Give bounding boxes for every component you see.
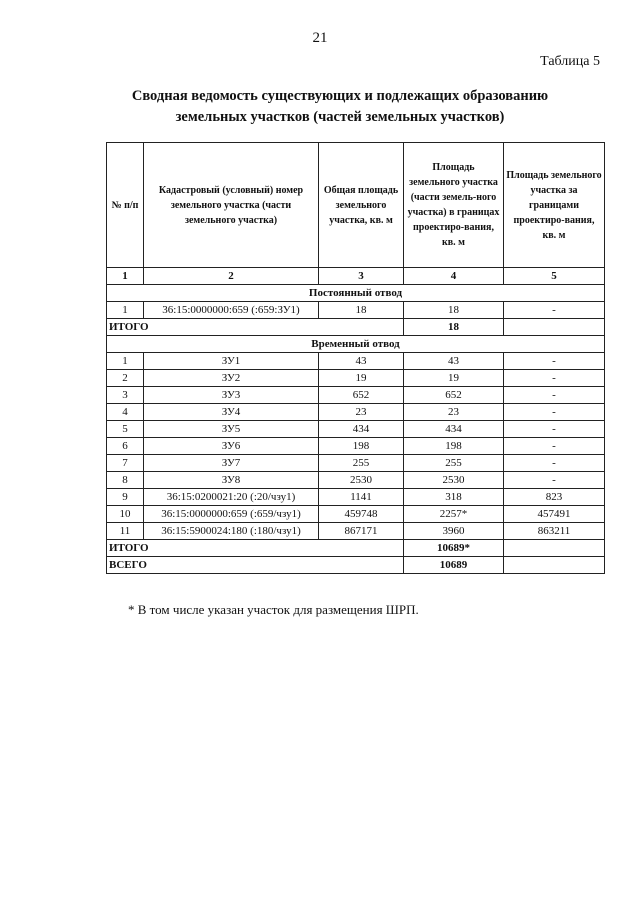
section-row-temporary — [107, 336, 605, 353]
header-total-area: Общая площадь земельного участка, кв. м — [319, 143, 404, 268]
table-row — [107, 370, 605, 387]
table-row — [107, 387, 605, 404]
table-row — [107, 353, 605, 370]
header-area-inside: Площадь земельного участка (части земель-ного участка) в границах проектиро-вания, кв. м — [404, 143, 504, 268]
cell-number: 1 — [107, 353, 144, 370]
cell-area-outside: - — [504, 353, 605, 370]
grand-total-label: ВСЕГО — [107, 557, 404, 574]
cell-cadastral: 36:15:0000000:659 (:659/чзу1) — [144, 506, 319, 523]
cell-area-outside: - — [504, 472, 605, 489]
grand-total-empty — [504, 557, 605, 574]
cell-total-area: 198 — [319, 438, 404, 455]
cell-area-inside: 2530 — [404, 472, 504, 489]
cell-cadastral: ЗУ3 — [144, 387, 319, 404]
cell-number: 2 — [107, 370, 144, 387]
cell-area-outside: - — [504, 404, 605, 421]
cell-area-inside: 198 — [404, 438, 504, 455]
grand-total-value: 10689 — [404, 557, 504, 574]
cell-area-outside: - — [504, 421, 605, 438]
cell-cadastral: ЗУ2 — [144, 370, 319, 387]
cell-total-area: 23 — [319, 404, 404, 421]
cell-total-area: 652 — [319, 387, 404, 404]
cell-total-area: 459748 — [319, 506, 404, 523]
column-number-row — [107, 268, 605, 285]
cell-area-inside: 3960 — [404, 523, 504, 540]
footnote: * В том числе указан участок для размещения ШРП. — [128, 602, 419, 617]
section-row-permanent — [107, 285, 605, 302]
cell-area-outside: - — [504, 455, 605, 472]
total-row-permanent — [107, 319, 605, 336]
total-row-temporary — [107, 540, 605, 557]
cell-number: 8 — [107, 472, 144, 489]
document-title — [100, 86, 580, 128]
total-empty — [504, 319, 605, 336]
cell-total-area: 255 — [319, 455, 404, 472]
cell-number: 9 — [107, 489, 144, 506]
column-number: 3 — [319, 268, 404, 285]
cell-area-inside: 2257* — [404, 506, 504, 523]
header-number: № п/п — [107, 143, 144, 268]
table-row — [107, 438, 605, 455]
cell-cadastral: 36:15:0000000:659 (:659:ЗУ1) — [144, 302, 319, 319]
column-number: 4 — [404, 268, 504, 285]
cell-area-inside: 23 — [404, 404, 504, 421]
cell-area-outside: - — [504, 387, 605, 404]
cell-cadastral: ЗУ6 — [144, 438, 319, 455]
column-number: 2 — [144, 268, 319, 285]
title-line-2: земельных участков (частей земельных участков) — [175, 109, 505, 125]
cell-area-outside: 863211 — [504, 523, 605, 540]
table-label: Таблица 5 — [540, 54, 600, 69]
cell-area-inside: 255 — [404, 455, 504, 472]
cell-cadastral: ЗУ1 — [144, 353, 319, 370]
cell-total-area: 18 — [319, 302, 404, 319]
cell-total-area: 2530 — [319, 472, 404, 489]
cell-number: 7 — [107, 455, 144, 472]
table-row — [107, 472, 605, 489]
cell-area-outside: 823 — [504, 489, 605, 506]
cell-total-area: 19 — [319, 370, 404, 387]
cell-number: 4 — [107, 404, 144, 421]
cell-total-area: 434 — [319, 421, 404, 438]
grand-total-row — [107, 557, 605, 574]
header-row — [107, 143, 605, 268]
total-label: ИТОГО — [107, 319, 404, 336]
cell-number: 10 — [107, 506, 144, 523]
cell-area-inside: 652 — [404, 387, 504, 404]
section-title: Временный отвод — [107, 336, 605, 353]
column-number: 1 — [107, 268, 144, 285]
total-label: ИТОГО — [107, 540, 404, 557]
cell-area-outside: - — [504, 438, 605, 455]
section-title: Постоянный отвод — [107, 285, 605, 302]
column-number: 5 — [504, 268, 605, 285]
cell-cadastral: 36:15:0200021:20 (:20/чзу1) — [144, 489, 319, 506]
cell-total-area: 43 — [319, 353, 404, 370]
table-row — [107, 404, 605, 421]
cell-total-area: 1141 — [319, 489, 404, 506]
total-empty — [504, 540, 605, 557]
header-cadastral: Кадастровый (условный) номер земельного участка (части земельного участка) — [144, 143, 319, 268]
cell-area-outside: - — [504, 302, 605, 319]
total-value: 18 — [404, 319, 504, 336]
cell-number: 6 — [107, 438, 144, 455]
cell-area-outside: 457491 — [504, 506, 605, 523]
cell-area-inside: 434 — [404, 421, 504, 438]
header-area-outside: Площадь земельного участка за границами проектиро-вания, кв. м — [504, 143, 605, 268]
cell-number: 1 — [107, 302, 144, 319]
table-row — [107, 302, 605, 319]
cell-cadastral: ЗУ8 — [144, 472, 319, 489]
cell-area-inside: 19 — [404, 370, 504, 387]
cell-cadastral: ЗУ7 — [144, 455, 319, 472]
page-number: 21 — [312, 30, 328, 46]
total-value: 10689* — [404, 540, 504, 557]
title-line-1: Сводная ведомость существующих и подлежащих образованию — [131, 88, 549, 104]
cell-area-inside: 18 — [404, 302, 504, 319]
cell-area-inside: 318 — [404, 489, 504, 506]
table-row — [107, 506, 605, 523]
cell-cadastral: 36:15:5900024:180 (:180/чзу1) — [144, 523, 319, 540]
cell-area-outside: - — [504, 370, 605, 387]
cell-area-inside: 43 — [404, 353, 504, 370]
cell-total-area: 867171 — [319, 523, 404, 540]
cell-number: 5 — [107, 421, 144, 438]
table-row — [107, 455, 605, 472]
summary-table — [106, 142, 605, 574]
cell-number: 3 — [107, 387, 144, 404]
table-row — [107, 421, 605, 438]
cell-cadastral: ЗУ4 — [144, 404, 319, 421]
table-row — [107, 523, 605, 540]
cell-number: 11 — [107, 523, 144, 540]
cell-cadastral: ЗУ5 — [144, 421, 319, 438]
table-row — [107, 489, 605, 506]
